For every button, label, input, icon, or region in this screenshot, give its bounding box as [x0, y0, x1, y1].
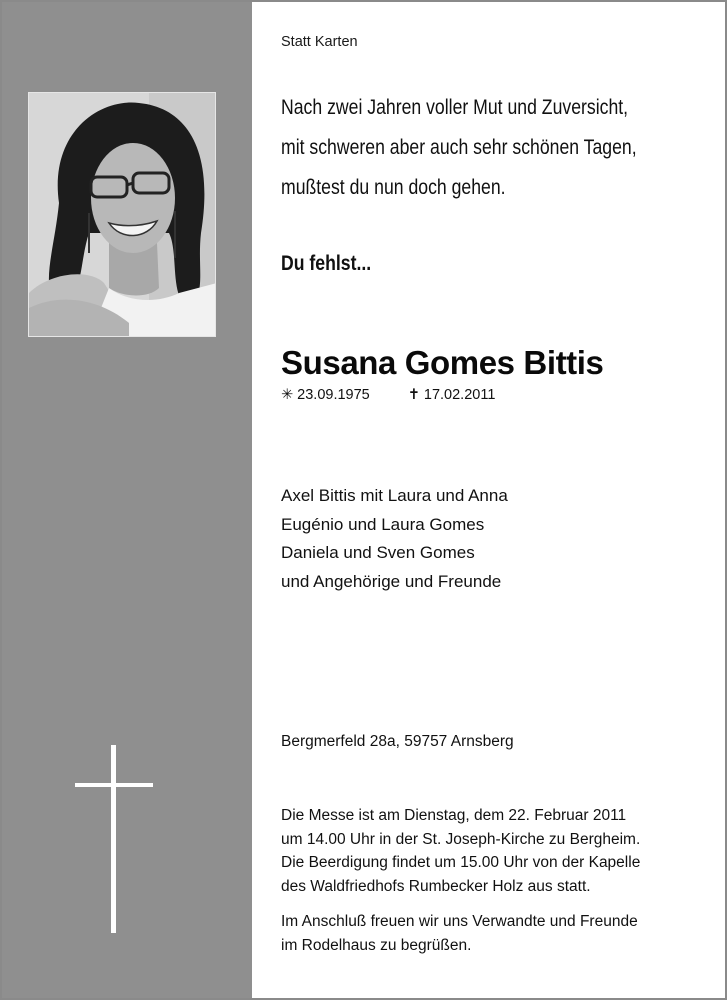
family-list	[281, 482, 508, 596]
family-line: Axel Bittis mit Laura und Anna	[281, 486, 508, 505]
portrait-photo	[28, 92, 216, 337]
verse-line: mußtest du nun doch gehen.	[281, 176, 506, 199]
cross-horizontal-bar	[75, 783, 153, 787]
service-line: Die Messe ist am Dienstag, dem 22. Februar 2011	[281, 807, 627, 824]
birth-date-group	[281, 387, 370, 403]
verse-line: Nach zwei Jahren voller Mut und Zuversicht,	[281, 96, 629, 119]
service-line: Die Beerdigung findet um 15.00 Uhr von der Kapelle	[281, 854, 641, 871]
life-dates	[281, 387, 495, 403]
statt-karten-label: Statt Karten	[281, 34, 358, 50]
verse-line: mit schweren aber auch sehr schönen Tagen,	[281, 136, 637, 159]
deceased-name: Susana Gomes Bittis	[281, 344, 604, 381]
service-line: um 14.00 Uhr in der St. Joseph-Kirche zu Bergheim.	[281, 830, 641, 848]
death-date-group	[408, 387, 496, 403]
service-details	[281, 804, 711, 898]
death-date: 17.02.2011	[423, 387, 496, 403]
cross-vertical-bar	[111, 745, 116, 933]
family-line: und Angehörige und Freunde	[281, 571, 502, 591]
reception-note	[281, 910, 711, 957]
death-cross-icon: ✝	[407, 387, 420, 403]
birth-star-icon: ✳	[281, 387, 294, 403]
birth-date: 23.09.1975	[297, 387, 370, 403]
family-line: Eugénio und Laura Gomes	[281, 514, 485, 534]
reception-line: im Rodelhaus zu begrüßen.	[281, 936, 472, 954]
family-line: Daniela und Sven Gomes	[281, 543, 475, 562]
du-fehlst-line: Du fehlst...	[281, 252, 372, 275]
cross-icon	[75, 745, 153, 933]
address: Bergmerfeld 28a, 59757 Arnsberg	[281, 733, 514, 750]
verse	[281, 88, 709, 208]
reception-line: Im Anschluß freuen wir uns Verwandte und Freunde	[281, 913, 638, 930]
service-line: des Waldfriedhofs Rumbecker Holz aus statt.	[281, 877, 591, 895]
